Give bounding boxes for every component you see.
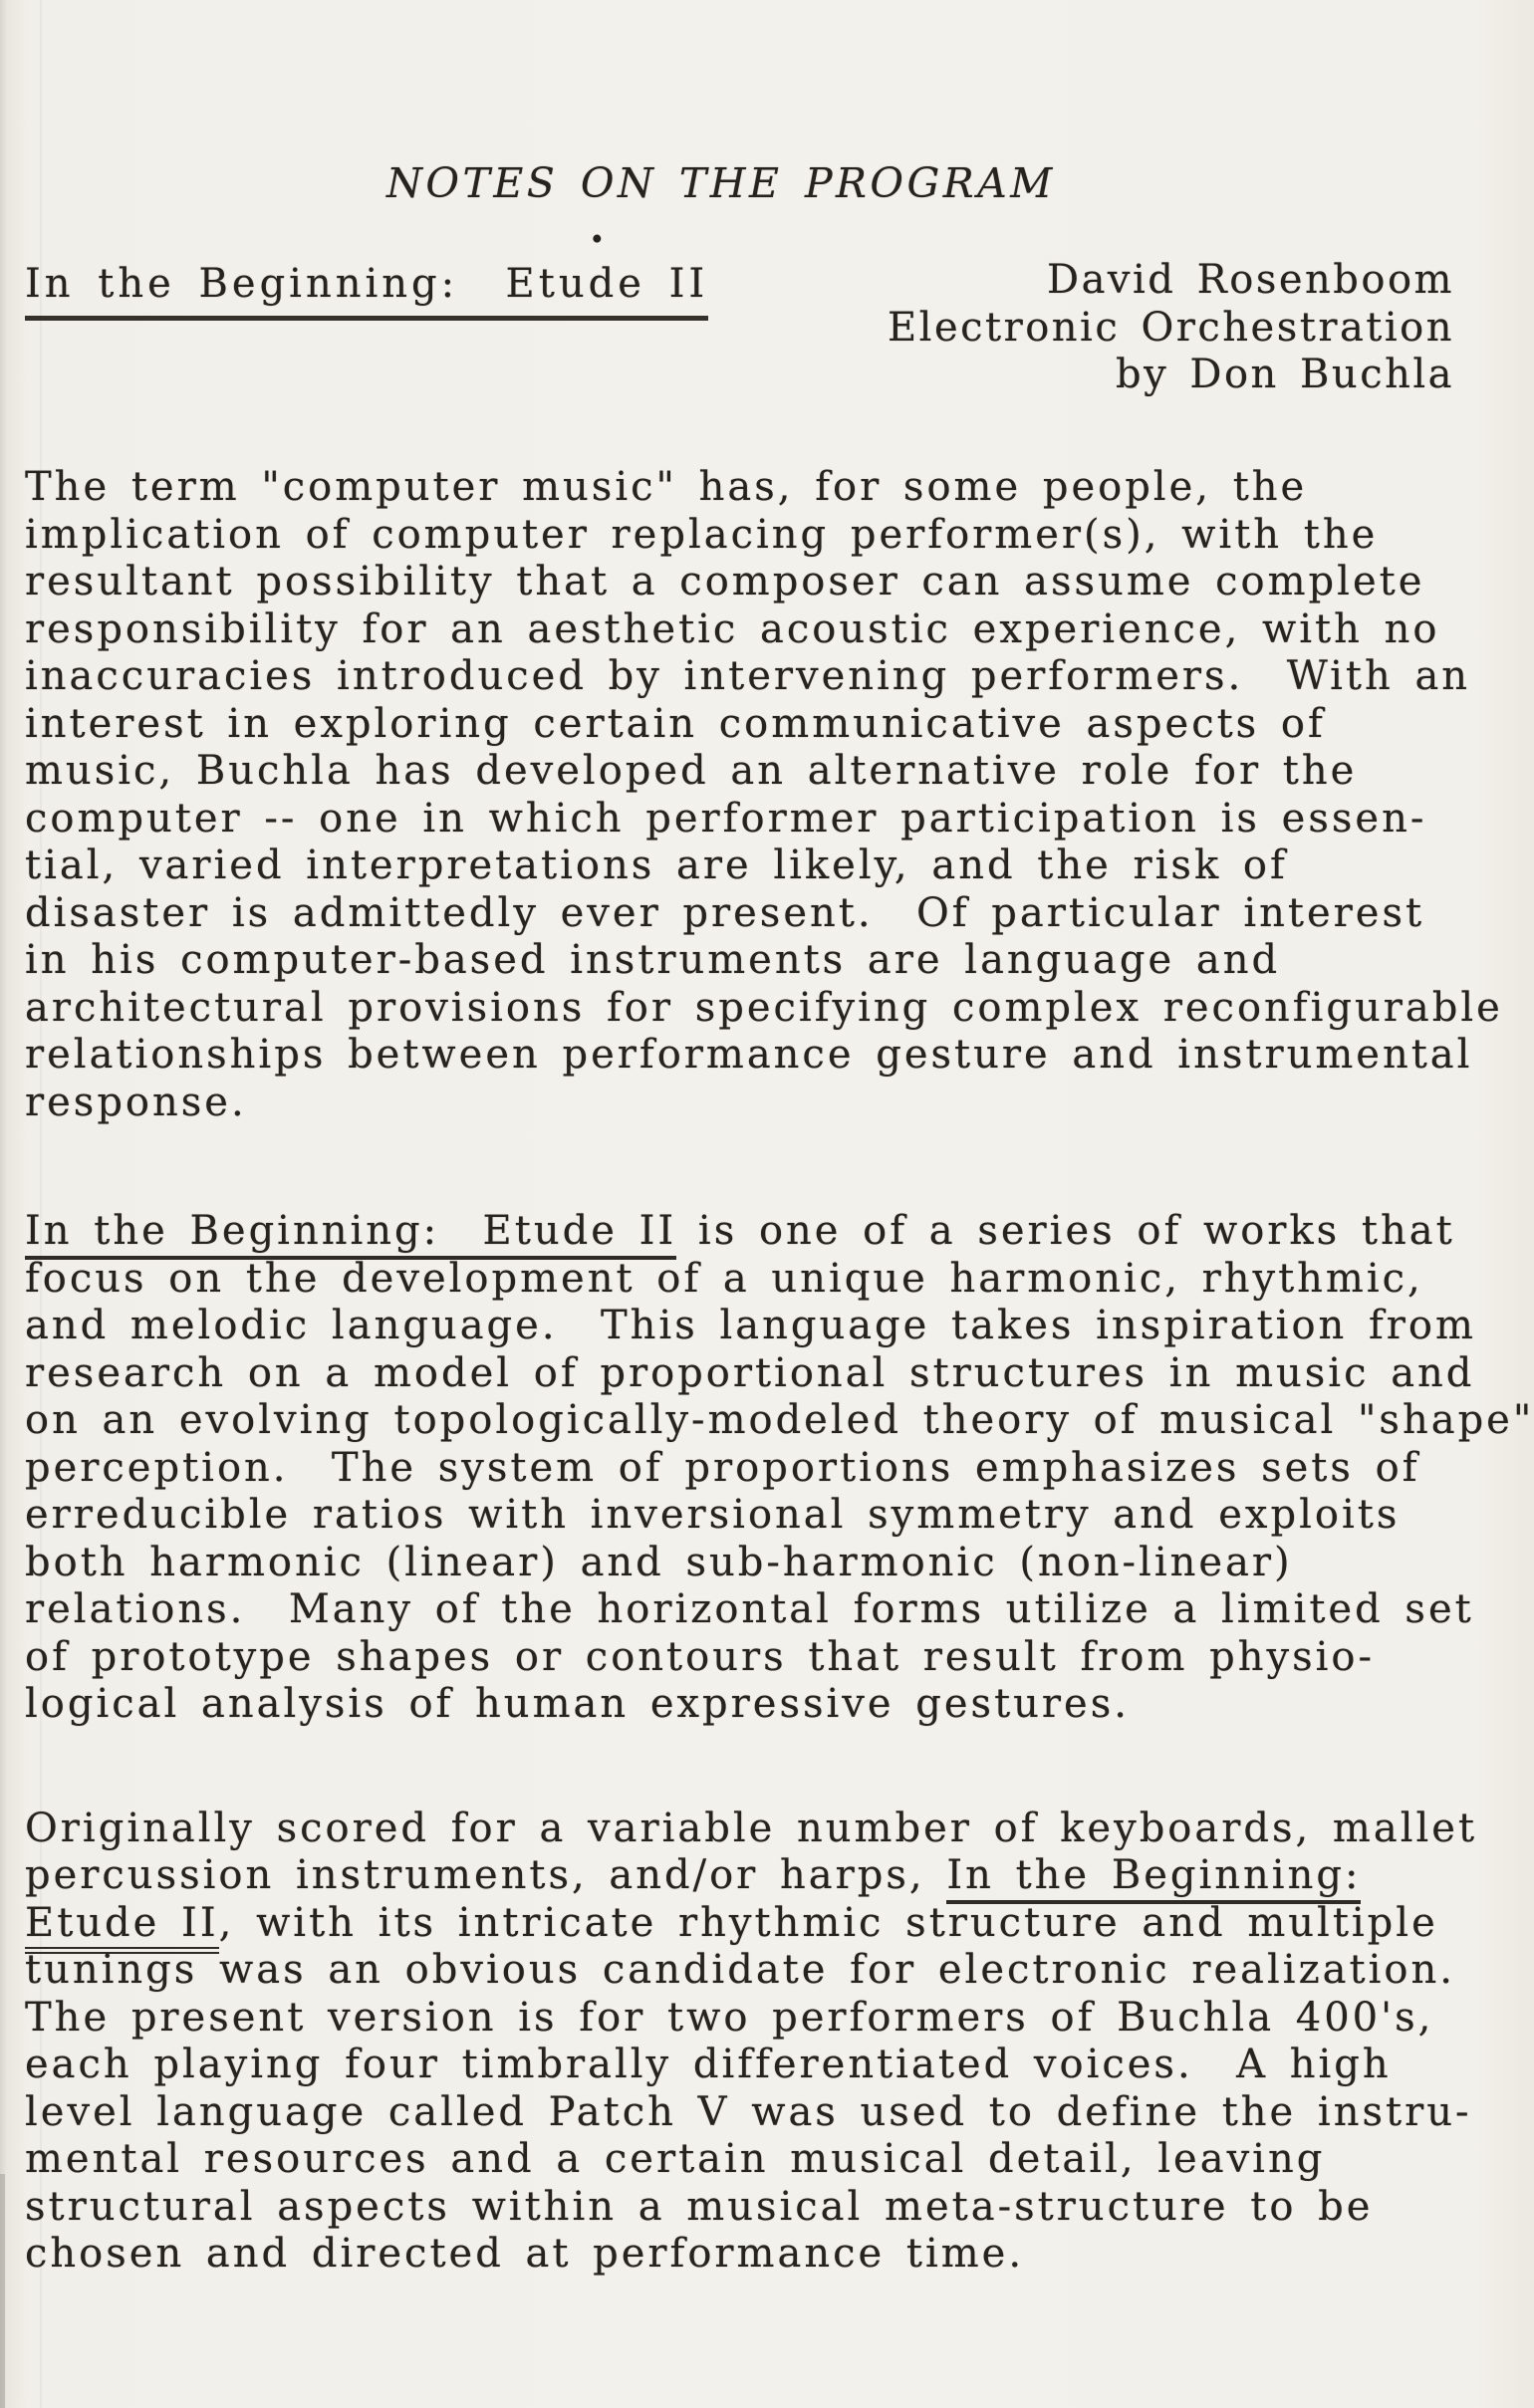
text-segment: is one of a series of works that (676, 1208, 1455, 1254)
text-segment: The term "computer music" has, for some people, the (25, 464, 1308, 510)
text-segment: chosen and directed at performance time. (25, 2231, 1025, 2277)
text-line (25, 1208, 1533, 1256)
text-line (25, 1350, 1533, 1398)
text-segment: relationships between performance gesture and instrumental (25, 1032, 1473, 1078)
text-segment: both harmonic (linear) and sub-harmonic (non-linear) (25, 1539, 1293, 1585)
text-line (25, 1540, 1533, 1587)
text-line (25, 1445, 1533, 1493)
text-line (25, 1634, 1533, 1682)
text-segment: on an evolving topologically-modeled theory of musical "shape" (25, 1397, 1534, 1443)
text-segment: resultant possibility that a composer can assume complete (25, 559, 1425, 604)
text-segment: percussion instruments, and/or harps, (25, 1852, 947, 1898)
text-segment: responsibility for an aesthetic acoustic experience, with no (25, 605, 1440, 652)
text-line (25, 1681, 1533, 1729)
text-line (25, 796, 1533, 843)
text-segment: , with its intricate rhythmic structure and multiple (218, 1899, 1438, 1946)
text-line (25, 2089, 1533, 2137)
text-line (25, 748, 1533, 796)
text-line (25, 606, 1533, 654)
text-segment: disaster is admittedly ever present. Of particular interest (25, 889, 1425, 936)
text-segment: Originally scored for a variable number of keyboards, mallet (25, 1805, 1478, 1851)
text-segment: tunings was an obvious candidate for electronic realization. (25, 1947, 1455, 1993)
work-title: In the Beginning: Etude II (25, 261, 708, 321)
text-segment: response. (25, 1079, 247, 1125)
credit-line: by Don Buchla (1115, 352, 1454, 397)
text-segment: logical analysis of human expressive gestures. (25, 1681, 1130, 1727)
title-period-mark: . (590, 203, 605, 252)
text-segment: mental resources and a certain musical detail, leaving (25, 2136, 1326, 2182)
text-line (25, 464, 1533, 512)
body-text (25, 464, 1533, 2279)
underlined-phrase: In the Beginning: (946, 1852, 1361, 1904)
text-segment: relations. Many of the horizontal forms utilize a limited set (25, 1586, 1474, 1632)
underlined-phrase: Etude II (25, 1900, 219, 1954)
text-segment: erreducible ratios with inversional symmetry and exploits (25, 1492, 1401, 1538)
text-line (25, 1032, 1533, 1080)
paragraph-3 (25, 1806, 1533, 2279)
text-segment: structural aspects within a musical meta-structure to be (25, 2183, 1374, 2230)
text-line (25, 2136, 1533, 2184)
text-segment: each playing four timbrally differentiated voices. A high (25, 2042, 1392, 2087)
text-segment: research on a model of proportional structures in music and (25, 1349, 1475, 1396)
credits (888, 257, 1454, 399)
page-title: NOTES ON THE PROGRAM (386, 159, 1056, 207)
text-line (25, 1806, 1533, 1853)
text-segment: in his computer-based instruments are language and (25, 937, 1281, 983)
text-line (25, 1303, 1533, 1350)
text-line (25, 2231, 1533, 2279)
text-line (25, 2184, 1533, 2232)
text-line (25, 559, 1533, 606)
text-line (25, 1256, 1533, 1304)
text-segment: The present version is for two performers of Buchla 400's, (25, 1994, 1434, 2041)
text-line (25, 1586, 1533, 1634)
text-line (25, 1852, 1533, 1900)
text-segment: perception. The system of proportions emphasizes sets of (25, 1444, 1420, 1491)
scan-edge-artifact (0, 2174, 5, 2408)
underlined-phrase: In the Beginning: Etude II (25, 1208, 676, 1260)
paragraph-2 (25, 1208, 1533, 1729)
text-line (25, 1492, 1533, 1540)
credit-line: David Rosenboom (1047, 257, 1454, 303)
credit-line: Electronic Orchestration (887, 304, 1454, 351)
text-line (25, 2042, 1533, 2089)
text-segment: interest in exploring certain communicative aspects of (25, 700, 1326, 747)
text-line (25, 1947, 1533, 1995)
text-line (25, 701, 1533, 749)
text-segment: inaccuracies introduced by intervening performers. With an (25, 653, 1471, 699)
text-segment: implication of computer replacing performer(s), with the (25, 511, 1379, 558)
text-line (25, 1995, 1533, 2043)
paragraph-1 (25, 464, 1533, 1126)
text-segment: level language called Patch V was used to define the instru- (25, 2088, 1472, 2135)
text-line (25, 1397, 1533, 1445)
text-segment: focus on the development of a unique harmonic, rhythmic, (25, 1255, 1423, 1302)
text-line (25, 985, 1533, 1033)
text-line (25, 512, 1533, 560)
text-line (25, 937, 1533, 985)
text-segment: music, Buchla has developed an alternative role for the (25, 748, 1358, 794)
text-segment: and melodic language. This language takes inspiration from (25, 1303, 1476, 1348)
text-segment: tial, varied interpretations are likely, and the risk of (25, 843, 1288, 888)
text-segment: of prototype shapes or contours that result from physio- (25, 1633, 1376, 1680)
text-line (25, 1900, 1533, 1948)
text-line (25, 1080, 1533, 1127)
text-line (25, 653, 1533, 701)
text-line (25, 843, 1533, 890)
text-line (25, 890, 1533, 938)
text-segment: computer -- one in which performer participation is essen- (25, 795, 1427, 842)
text-segment: architectural provisions for specifying complex reconfigurable (25, 984, 1503, 1031)
